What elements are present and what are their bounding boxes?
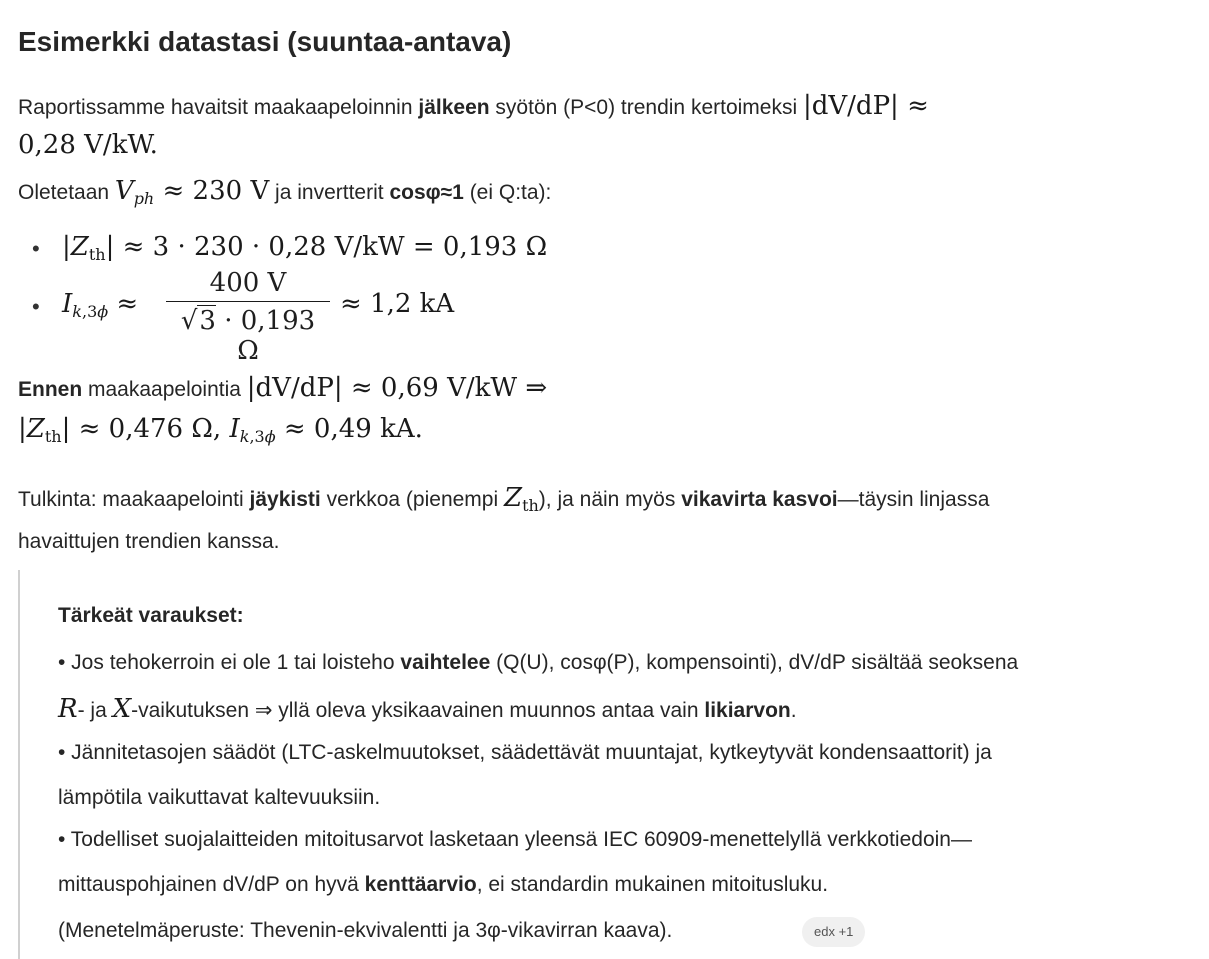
intro-text-2: syötön (P<0) trendin kertoimeksi xyxy=(489,96,803,119)
bullet-dot: • xyxy=(32,294,40,319)
before-text: maakaapelointia xyxy=(82,378,247,401)
note-2-line-1: • Jännitetasojen säädöt (LTC-askelmuutokset, säädettävät muuntajat, kytkeytyvät kondensaattorit) ja xyxy=(58,741,992,764)
intro-text: Raportissamme havaitsit maakaapeloinnin xyxy=(18,96,419,119)
assumption-line xyxy=(18,176,551,208)
assume-text-3: (ei Q:ta): xyxy=(463,181,552,204)
fraction-denominator: √3 · 0,193 Ω xyxy=(180,306,316,366)
note-bold: vaihtelee xyxy=(400,651,491,674)
assume-bold: cosφ≈1 xyxy=(389,181,464,204)
source-citation-chip[interactable]: edx +1 xyxy=(802,917,865,947)
math-zth-before-symbol: $|Z_{th}|$ xyxy=(18,414,79,446)
note-3-line-2 xyxy=(58,873,828,897)
math-vph: $V_{ph}$ xyxy=(114,176,155,208)
intro-bold: jälkeen xyxy=(418,96,490,119)
math-fraction xyxy=(166,268,330,366)
section-heading: Esimerkki datastasi (suuntaa-antava) xyxy=(18,26,512,57)
note-3-line-1: • Todelliset suojalaitteiden mitoitusarvot lasketaan yleensä IEC 60909-menettelyllä verkkotiedoin— xyxy=(58,828,972,851)
note-text: • Jos tehokerroin ei ole 1 tai loisteho xyxy=(58,651,401,674)
interpretation-line-2: havaittujen trendien kanssa. xyxy=(18,530,280,553)
note-2-line-2: lämpötila vaikuttavat kaltevuuksiin. xyxy=(58,786,381,809)
note-text-6: mittauspohjainen dV/dP on hyvä xyxy=(58,873,365,896)
before-line-2 xyxy=(18,414,423,446)
blockquote-border xyxy=(18,570,20,959)
interp-text-3: ), ja näin myös xyxy=(538,488,682,511)
math-zth-inline: $Z_{th}$ xyxy=(503,483,539,515)
note-text-4: -vaikutuksen ⇒ yllä oleva yksikaavainen muunnos antaa vain xyxy=(131,699,705,722)
math-vph-value: ≈ 230 V xyxy=(162,176,270,206)
note-text-7: , ei standardin mukainen mitoitusluku. xyxy=(476,873,829,896)
note-text-2: (Q(U), cosφ(P), kompensointi), dV/dP sisältää seoksena xyxy=(490,651,1019,674)
math-ik-before-symbol: $I_{k,3\phi}$ xyxy=(229,414,276,446)
interp-bold-1: jäykisti xyxy=(249,488,321,511)
math-ik-result: ≈ 1,2 kA xyxy=(340,289,455,319)
note-1-line-2 xyxy=(58,694,797,724)
interp-text-2: verkkoa (pienempi xyxy=(320,488,504,511)
before-bold: Ennen xyxy=(18,378,83,401)
intro-line-2: 0,28 V/kW. xyxy=(18,130,158,160)
interp-text-4: —täysin linjassa xyxy=(837,488,990,511)
note-4-line: (Menetelmäperuste: Thevenin-ekvivalentti ja 3φ-vikavirran kaava). xyxy=(58,919,673,942)
math-zth-expr: ≈ 3 · 230 · 0,28 V/kW = 0,193 Ω xyxy=(122,232,548,262)
fraction-numerator: 400 V xyxy=(209,268,287,298)
math-ik-before: ≈ 0,49 kA. xyxy=(283,414,423,444)
sqrt-three: 3 xyxy=(199,306,216,336)
math-before-dvdp: |dV/dP| ≈ 0,69 V/kW ⇒ xyxy=(246,373,548,403)
note-bold-3: kenttäarvio xyxy=(364,873,477,896)
bullet-zth xyxy=(62,232,547,264)
math-zth-symbol: $|Z_{th}|$ xyxy=(62,232,123,264)
before-line-1 xyxy=(18,373,547,403)
math-r: R xyxy=(58,694,78,724)
bullet-dot: • xyxy=(32,236,40,261)
math-dvdp: |dV/dP| ≈ xyxy=(802,91,929,121)
assume-text-2: ja invertterit xyxy=(269,181,390,204)
fraction-bar xyxy=(166,301,330,302)
note-bold-2: likiarvon xyxy=(704,699,791,722)
note-text-3: - ja xyxy=(77,699,113,722)
math-ik-symbol: $I_{k,3\phi}$ ≈ xyxy=(62,289,139,321)
intro-line-1 xyxy=(18,91,929,121)
note-1-line-1 xyxy=(58,651,1018,675)
note-text-5: . xyxy=(790,699,797,722)
interp-text: Tulkinta: maakaapelointi xyxy=(18,488,250,511)
interp-bold-2: vikavirta kasvoi xyxy=(681,488,838,511)
math-x: X xyxy=(112,694,132,724)
notes-heading: Tärkeät varaukset: xyxy=(58,604,244,627)
assume-text: Oletetaan xyxy=(18,181,115,204)
interpretation-line-1 xyxy=(18,483,989,515)
math-zth-before: ≈ 0,476 Ω, xyxy=(78,414,222,444)
